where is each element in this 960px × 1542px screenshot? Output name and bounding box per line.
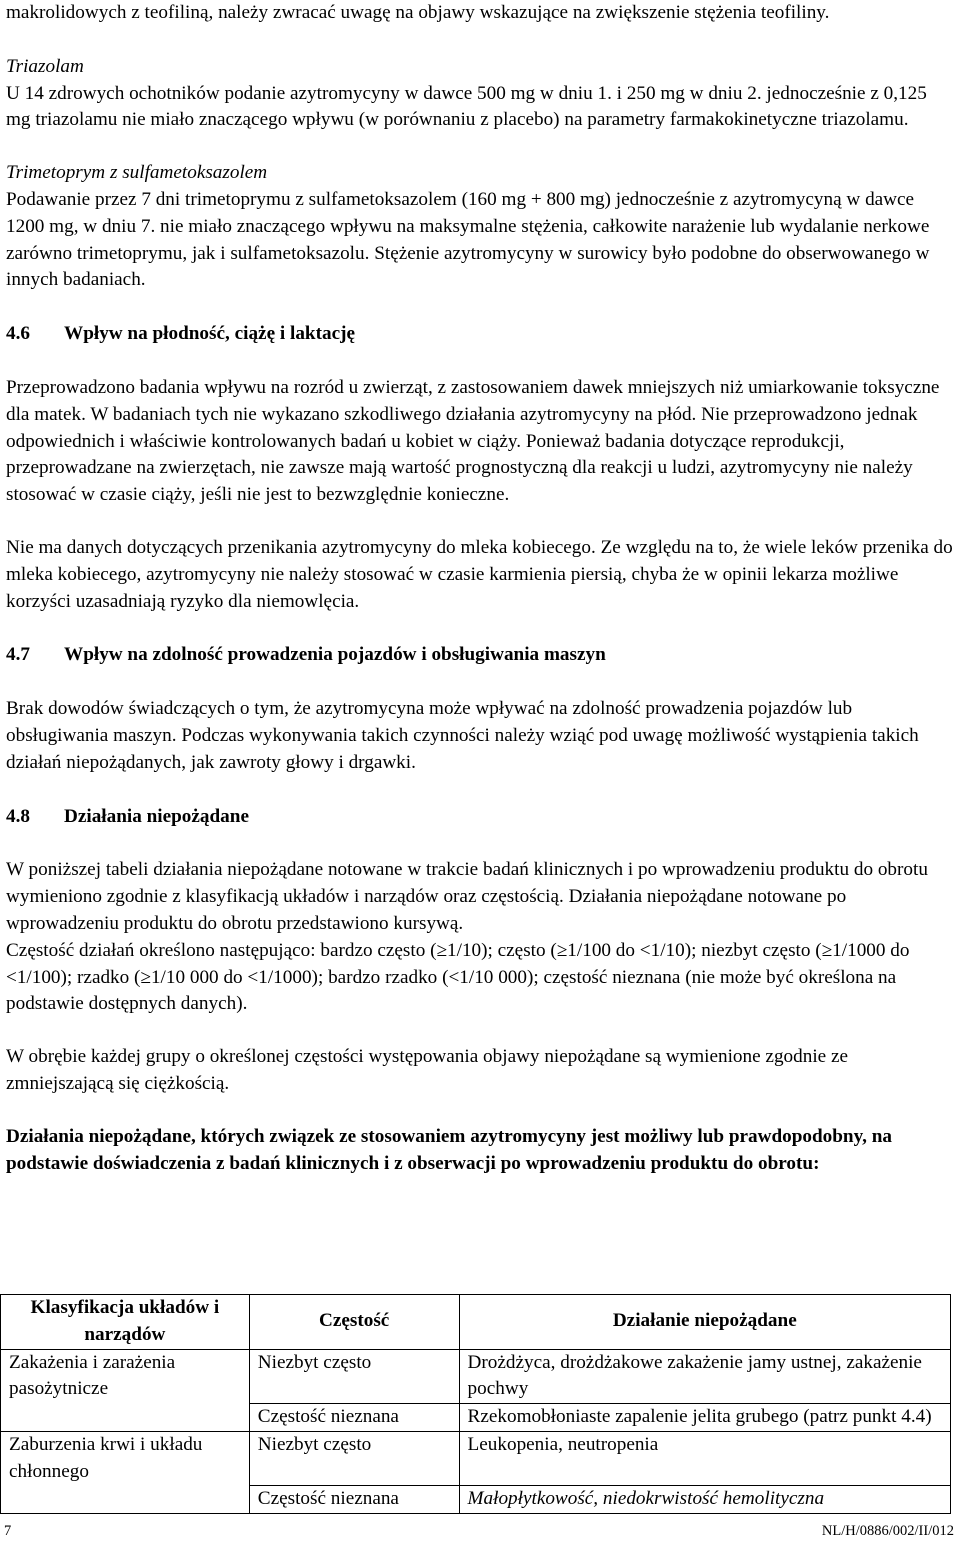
table-row: [1, 1404, 951, 1432]
section-4-7-p1: Brak dowodów świadczących o tym, że azytromycyna może wpływać na zdolność prowadzenia pojazdów lub obsługiwania maszyn. Podczas wykonywania takich czynności należy wziąć pod uwagę możliwość wystąpienia takich działań niepożądanych, jak zawroty głowy i drgawki.: [6, 698, 919, 773]
table-row: [1, 1486, 951, 1514]
section-4-6-heading: [6, 321, 954, 348]
section-4-8-p1: W poniższej tabeli działania niepożądane notowane w trakcie badań klinicznych i po wprowadzeniu produktu do obrotu wymieniono zgodnie z klasyfikacją układów i narządów oraz częstością. Działania niepożądane notowane po wprowadzeniu produktu do obrotu przedstawiono kursywą.: [6, 859, 928, 934]
table-header-row: [1, 1295, 951, 1350]
table-cell-frequency: Częstość nieznana: [249, 1404, 459, 1432]
section-4-6-title: Wpływ na płodność, ciążę i laktację: [64, 323, 356, 345]
table-cell-system: Zaburzenia krwi i układu chłonnego: [1, 1431, 250, 1485]
triazolam-title: Triazolam: [6, 55, 84, 77]
section-4-6-p2: Nie ma danych dotyczących przenikania azytromycyny do mleka kobiecego. Ze względu na to, że wiele leków przenika do mleka kobiecego, azytromycyny nie należy stosować w czasie karmienia piersią, chyba że w opinii lekarza możliwe korzyści uzasadniają ryzyko dla niemowlęcia.: [6, 536, 953, 612]
section-4-7-number: 4.7: [6, 644, 30, 666]
header-adverse-effect: Działanie niepożądane: [459, 1295, 950, 1350]
header-system-class: Klasyfikacja układów i narządów: [1, 1295, 250, 1350]
document-code: NL/H/0886/002/II/012: [821, 1523, 954, 1539]
document-page: [6, 0, 954, 1177]
table-cell-system: [1, 1486, 250, 1514]
section-4-8-number: 4.8: [6, 805, 30, 827]
table-row: [1, 1431, 951, 1485]
section-4-7-heading: [6, 642, 954, 669]
section-4-6-number: 4.6: [6, 323, 30, 345]
section-4-8-p3: W obrębie każdej grupy o określonej częstości występowania objawy niepożądane są wymienione zgodnie ze zmniejszającą się ciężkością.: [6, 1046, 849, 1094]
table-cell-frequency: Niezbyt często: [249, 1431, 459, 1485]
table-row: [1, 1349, 951, 1404]
section-4-7-title: Wpływ na zdolność prowadzenia pojazdów i obsługiwania maszyn: [64, 644, 606, 666]
table-cell-effect: Rzekomobłoniaste zapalenie jelita grubego (patrz punkt 4.4): [459, 1404, 950, 1432]
intro-paragraph: makrolidowych z teofiliną, należy zwracać uwagę na objawy wskazujące na zwiększenie stężenia teofiliny.: [6, 2, 830, 23]
table-cell-frequency: Częstość nieznana: [249, 1486, 459, 1514]
section-4-8-p2: Częstość działań określono następująco: bardzo często (≥1/10); często (≥1/100 do <1/10); niezbyt często (≥1/1000 do <1/100); rzadko (≥1/10 000 do <1/1000); bardzo rzadko (<1/10 000); częstość nieznana (nie może być określona na podstawie dostępnych danych).: [6, 939, 910, 1015]
trimetoprim-title: Trimetoprym z sulfametoksazolem: [6, 162, 268, 184]
table-cell-system: [1, 1404, 250, 1432]
section-4-8-heading: [6, 804, 954, 831]
section-4-8-table-intro: Działania niepożądane, których związek ze stosowaniem azytromycyny jest możliwy lub prawdopodobny, na podstawie doświadczenia z badań klinicznych i z obserwacji po wprowadzeniu produktu do obrotu:: [6, 1125, 892, 1174]
page-number: 7: [4, 1523, 12, 1539]
triazolam-text: U 14 zdrowych ochotników podanie azytromycyny w dawce 500 mg w dniu 1. i 250 mg w dniu 2. jednocześnie z 0,125 mg triazolamu nie miało znaczącego wpływu (w porównaniu z placebo) na parametry farmakokinetyczne triazolamu.: [6, 82, 927, 131]
header-frequency: Częstość: [249, 1295, 459, 1350]
table-cell-effect: Małopłytkowość, niedokrwistość hemolityczna: [459, 1486, 950, 1514]
adverse-effects-table: [0, 1294, 951, 1514]
table-cell-frequency: Niezbyt często: [249, 1349, 459, 1404]
table-cell-effect: Drożdżyca, drożdżakowe zakażenie jamy ustnej, zakażenie pochwy: [459, 1349, 950, 1404]
section-4-8-title: Działania niepożądane: [64, 805, 249, 827]
table-cell-system: Zakażenia i zarażenia pasożytnicze: [1, 1349, 250, 1404]
table-cell-effect: Leukopenia, neutropenia: [459, 1431, 950, 1485]
section-4-6-p1: Przeprowadzono badania wpływu na rozród u zwierząt, z zastosowaniem dawek mniejszych niż umiarkowanie toksyczne dla matek. W badaniach tych nie wykazano szkodliwego działania azytromycyny na płód. Nie przeprowadzono jednak odpowiednich i właściwie kontrolowanych badań u kobiet w ciąży. Ponieważ badania dotyczące reprodukcji, przeprowadzane na zwierzętach, nie zawsze mają wartość prognostyczną dla reakcji u ludzi, azytromycyny nie należy stosować w czasie ciąży, jeśli nie jest to bezwzględnie konieczne.: [6, 376, 940, 506]
trimetoprim-text: Podawanie przez 7 dni trimetoprymu z sulfametoksazolem (160 mg + 800 mg) jednocześnie z azytromycyną w dawce 1200 mg, w dniu 7. nie miało znaczącego wpływu na maksymalne stężenia, całkowite narażenie lub wydalanie nerkowe zarówno trimetoprymu, jak i sulfametoksazolu. Stężenie azytromycyny w surowicy było podobne do obserwowanego w innych badaniach.: [6, 188, 930, 291]
